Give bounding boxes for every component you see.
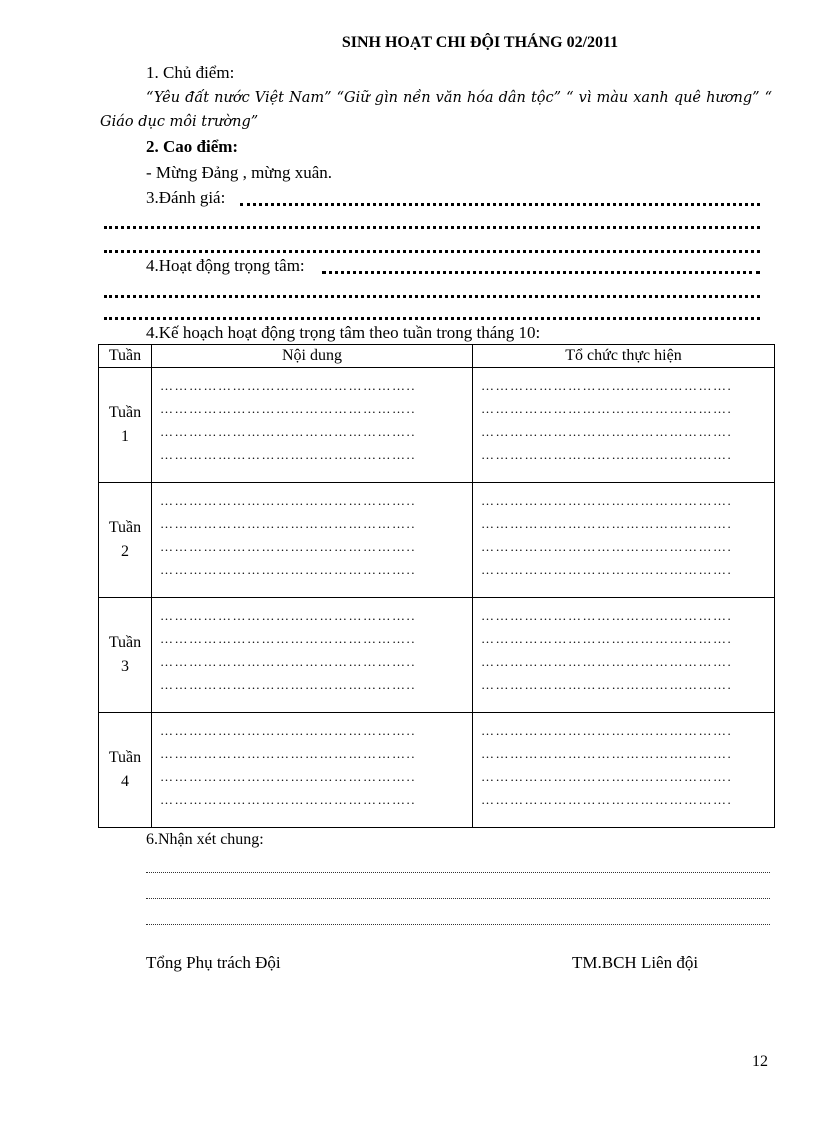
organizer-cell (473, 368, 775, 483)
organizer-dotted-line: ……………………………………………. (481, 424, 733, 439)
week-label: Tuần (108, 519, 142, 536)
organizer-dotted-line: ……………………………………………. (481, 493, 733, 508)
week-cell (99, 483, 152, 598)
content-dotted-line: …………………………………………….. (160, 378, 416, 393)
table-header-content: Nội dung (152, 345, 473, 368)
section-6-dotted-line (146, 924, 770, 925)
content-dotted-line: …………………………………………….. (160, 792, 416, 807)
week-number: 4 (121, 773, 129, 790)
week-label: Tuần (108, 634, 142, 651)
section-3-dotted-line (240, 203, 760, 206)
section-2-heading (146, 137, 238, 157)
weekly-plan-table (98, 344, 775, 828)
content-dotted-line: …………………………………………….. (160, 654, 416, 669)
organizer-dotted-line: ……………………………………………. (481, 608, 733, 623)
signature-left: Tổng Phụ trách Đội (146, 953, 281, 972)
section-4-dotted-line (104, 317, 760, 320)
content-dotted-line: …………………………………………….. (160, 723, 416, 738)
signature-right: TM.BCH Liên đội (572, 953, 699, 972)
section-4-activity-label: 4.Hoạt động trọng tâm: (146, 256, 305, 275)
week-number: 2 (121, 543, 129, 560)
content-dotted-line: …………………………………………….. (160, 516, 416, 531)
organizer-dotted-line: ……………………………………………. (481, 401, 733, 416)
section-2-heading-text: 2. Cao điểm: (146, 137, 239, 156)
content-dotted-line: …………………………………………….. (160, 631, 416, 646)
week-label: Tuần (108, 404, 142, 421)
table-header-organizer: Tổ chức thực hiện (473, 345, 775, 368)
organizer-dotted-line: ……………………………………………. (481, 677, 733, 692)
content-dotted-line: …………………………………………….. (160, 608, 416, 623)
table-row (99, 598, 775, 713)
content-dotted-line: …………………………………………….. (160, 401, 416, 416)
section-6-heading: 6.Nhận xét chung: (146, 831, 264, 848)
content-cell (152, 598, 473, 713)
table-row (99, 368, 775, 483)
organizer-cell (473, 598, 775, 713)
content-cell (152, 368, 473, 483)
week-cell (99, 368, 152, 483)
week-cell (99, 598, 152, 713)
page-number: 12 (752, 1053, 768, 1070)
section-6-dotted-line (146, 872, 770, 873)
organizer-dotted-line: ……………………………………………. (481, 562, 733, 577)
table-header-row (99, 345, 775, 368)
organizer-dotted-line: ……………………………………………. (481, 792, 733, 807)
organizer-dotted-line: ……………………………………………. (481, 631, 733, 646)
organizer-dotted-line: ……………………………………………. (481, 746, 733, 761)
organizer-dotted-line: ……………………………………………. (481, 516, 733, 531)
section-1-theme: “Yêu đất nước Việt Nam” “Giữ gìn nền văn hóa dân tộc” “ vì màu xanh quê hương” “ Giáo dục môi trường” (100, 90, 772, 130)
organizer-dotted-line: ……………………………………………. (481, 769, 733, 784)
section-1-heading: 1. Chủ điểm: (146, 63, 235, 82)
week-label: Tuần (108, 749, 142, 766)
section-4-plan-heading: 4.Kế hoạch hoạt động trọng tâm theo tuần trong tháng 10: (146, 323, 541, 342)
organizer-dotted-line: ……………………………………………. (481, 723, 733, 738)
content-dotted-line: …………………………………………….. (160, 677, 416, 692)
organizer-cell (473, 483, 775, 598)
content-cell (152, 483, 473, 598)
content-dotted-line: …………………………………………….. (160, 539, 416, 554)
content-dotted-line: …………………………………………….. (160, 424, 416, 439)
content-cell (152, 713, 473, 828)
section-3-dotted-line (104, 226, 760, 229)
content-dotted-line: …………………………………………….. (160, 493, 416, 508)
section-3-dotted-line (104, 250, 760, 253)
week-number: 3 (121, 658, 129, 675)
section-4-dotted-line (322, 271, 760, 274)
organizer-dotted-line: ……………………………………………. (481, 378, 733, 393)
organizer-cell (473, 713, 775, 828)
content-dotted-line: …………………………………………….. (160, 746, 416, 761)
section-2-item: - Mừng Đảng , mừng xuân. (146, 163, 333, 182)
content-dotted-line: …………………………………………….. (160, 562, 416, 577)
content-dotted-line: …………………………………………….. (160, 447, 416, 462)
week-cell (99, 713, 152, 828)
section-4-dotted-line (104, 295, 760, 298)
table-header-week: Tuần (99, 345, 152, 368)
week-number: 1 (121, 428, 129, 445)
section-3-label: 3.Đánh giá: (146, 188, 226, 207)
section-6-dotted-line (146, 898, 770, 899)
table-row (99, 483, 775, 598)
organizer-dotted-line: ……………………………………………. (481, 539, 733, 554)
page-title: SINH HOẠT CHI ĐỘI THÁNG 02/2011 (341, 34, 619, 51)
content-dotted-line: …………………………………………….. (160, 769, 416, 784)
organizer-dotted-line: ……………………………………………. (481, 654, 733, 669)
organizer-dotted-line: ……………………………………………. (481, 447, 733, 462)
table-row (99, 713, 775, 828)
